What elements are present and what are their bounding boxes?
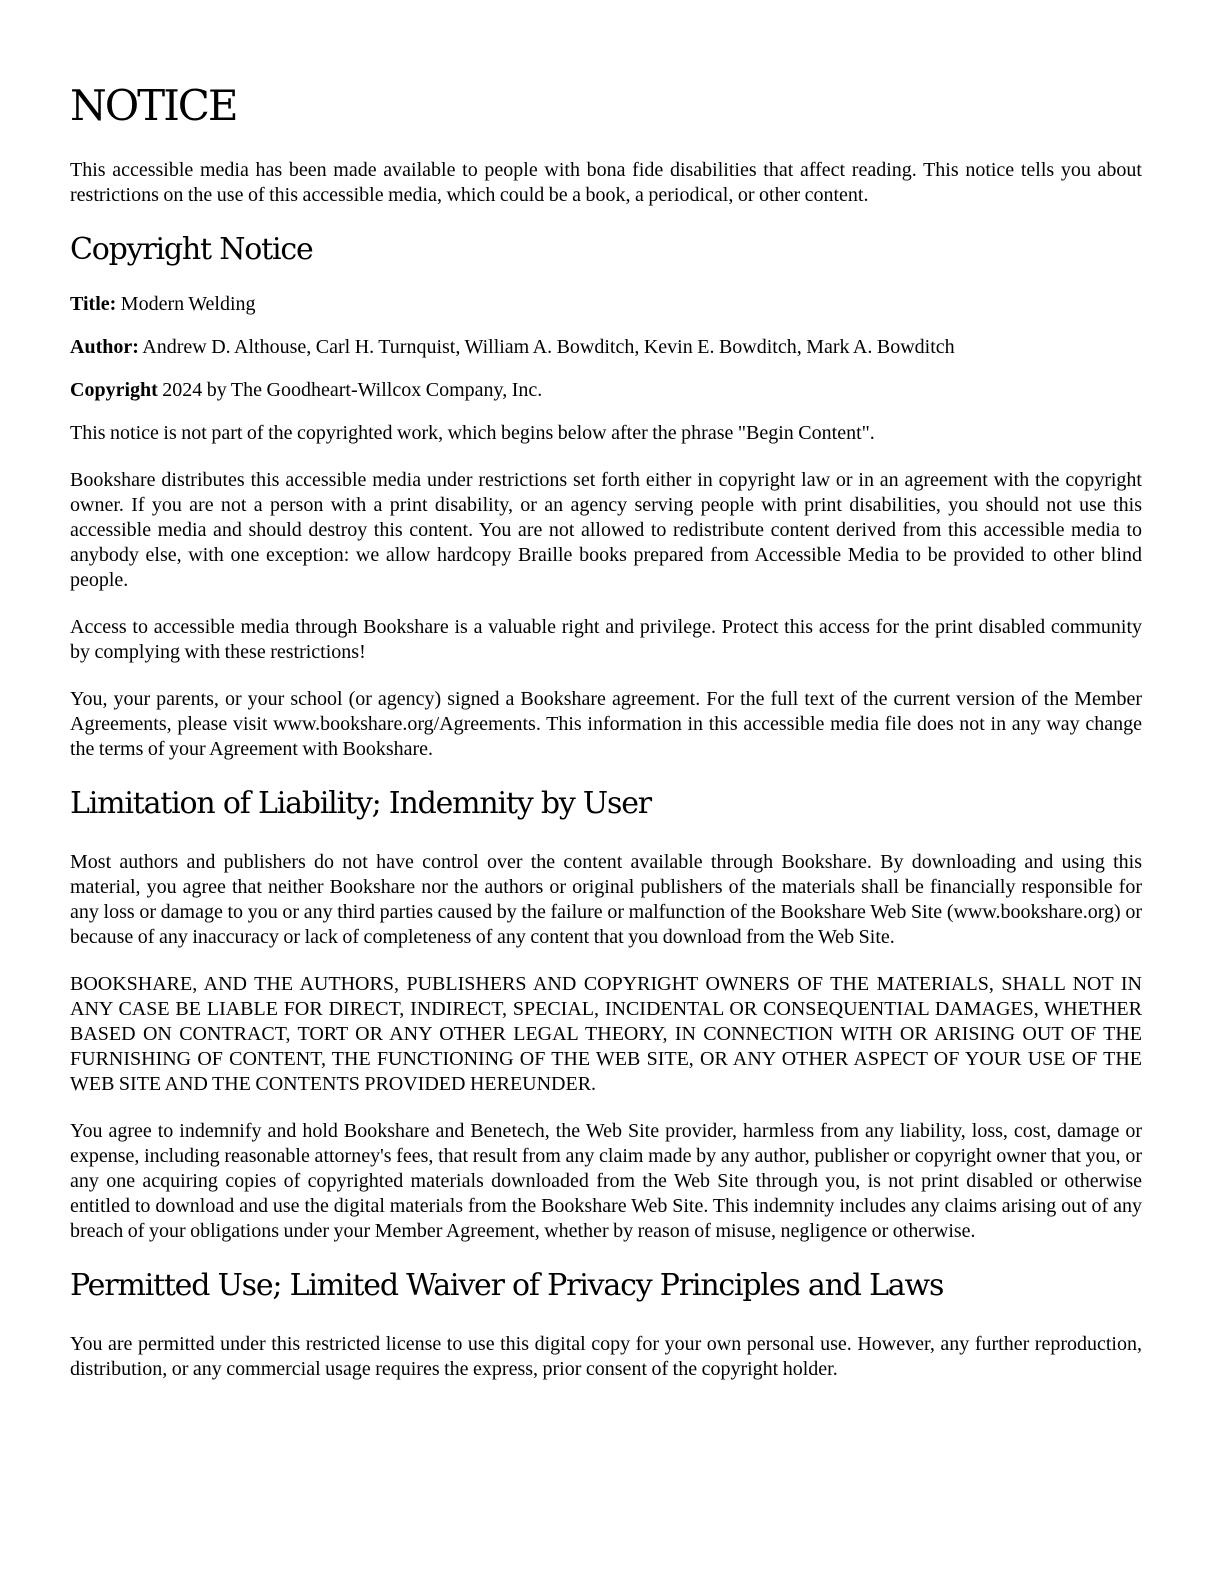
document-page [70, 80, 1142, 1404]
author-label: Author: [70, 336, 139, 358]
copyright-line [70, 378, 1142, 403]
copyright-paragraph: This notice is not part of the copyrighted work, which begins below after the phrase "Begin Content". [70, 422, 875, 444]
permitted-use-heading: Permitted Use; Limited Waiver of Privacy Principles and Laws [70, 1268, 944, 1303]
author-line [70, 335, 1142, 360]
title-value: Modern Welding [120, 293, 256, 315]
liability-paragraph: Most authors and publishers do not have control over the content available through Bookshare. By downloading and using this material, you agree that neither Bookshare nor the authors or original publishers of the materials shall be financially responsible for any loss or damage to you or any third parties caused by the failure or malfunction of the Bookshare Web Site (www.bookshare.org) or because of any inaccuracy or lack of completeness of any content that you download from the Web Site. [70, 851, 1142, 948]
copyright-paragraph: You, your parents, or your school (or agency) signed a Bookshare agreement. For the full text of the current version of the Member Agreements, please visit www.bookshare.org/Agreements. This information in this accessible media file does not in any way change the terms of your Agreement with Bookshare. [70, 688, 1142, 760]
liability-paragraph: You agree to indemnify and hold Bookshare and Benetech, the Web Site provider, harmless from any liability, loss, cost, damage or expense, including reasonable attorney's fees, that result from any claim made by any author, publisher or copyright owner that you, or any one acquiring copies of copyrighted materials downloaded from the Web Site through you, is not print disabled or otherwise entitled to download and use the digital materials from the Bookshare Web Site. This indemnity includes any claims arising out of any breach of your obligations under your Member Agreement, whether by reason of misuse, negligence or otherwise. [70, 1120, 1142, 1242]
liability-heading: Limitation of Liability; Indemnity by User [70, 786, 651, 821]
permitted-use-paragraph: You are permitted under this restricted license to use this digital copy for your own personal use. However, any further reproduction, distribution, or any commercial usage requires the express, prior consent of the copyright holder. [70, 1333, 1142, 1380]
author-value: Andrew D. Althouse, Carl H. Turnquist, William A. Bowditch, Kevin E. Bowditch, Mark A. Bowditch [142, 336, 955, 358]
notice-intro: This accessible media has been made available to people with bona fide disabilities that affect reading. This notice tells you about restrictions on the use of this accessible media, which could be a book, a periodical, or other content. [70, 159, 1142, 206]
copyright-paragraph: Bookshare distributes this accessible media under restrictions set forth either in copyright law or in an agreement with the copyright owner. If you are not a person with a print disability, or an agency serving people with print disabilities, you should not use this accessible media and should destroy this content. You are not allowed to redistribute content derived from this accessible media to anybody else, with one exception: we allow hardcopy Braille books prepared from Accessible Media to be provided to other blind people. [70, 469, 1142, 591]
copyright-notice-heading: Copyright Notice [70, 232, 313, 267]
copyright-value: 2024 by The Goodheart-Willcox Company, Inc. [162, 379, 543, 401]
title-line [70, 292, 1142, 317]
liability-paragraph: BOOKSHARE, AND THE AUTHORS, PUBLISHERS AND COPYRIGHT OWNERS OF THE MATERIALS, SHALL NOT IN ANY CASE BE LIABLE FOR DIRECT, INDIRECT, SPECIAL, INCIDENTAL OR CONSEQUENTIAL DAMAGES, WHETHER BASED ON CONTRACT, TORT OR ANY OTHER LEGAL THEORY, IN CONNECTION WITH OR ARISING OUT OF THE FURNISHING OF CONTENT, THE FUNCTIONING OF THE WEB SITE, OR ANY OTHER ASPECT OF YOUR USE OF THE WEB SITE AND THE CONTENTS PROVIDED HEREUNDER. [70, 973, 1142, 1095]
title-label: Title: [70, 293, 117, 315]
copyright-paragraph: Access to accessible media through Bookshare is a valuable right and privilege. Protect this access for the print disabled community by complying with these restrictions! [70, 616, 1142, 663]
copyright-label: Copyright [70, 379, 158, 401]
notice-heading: NOTICE [70, 81, 237, 130]
